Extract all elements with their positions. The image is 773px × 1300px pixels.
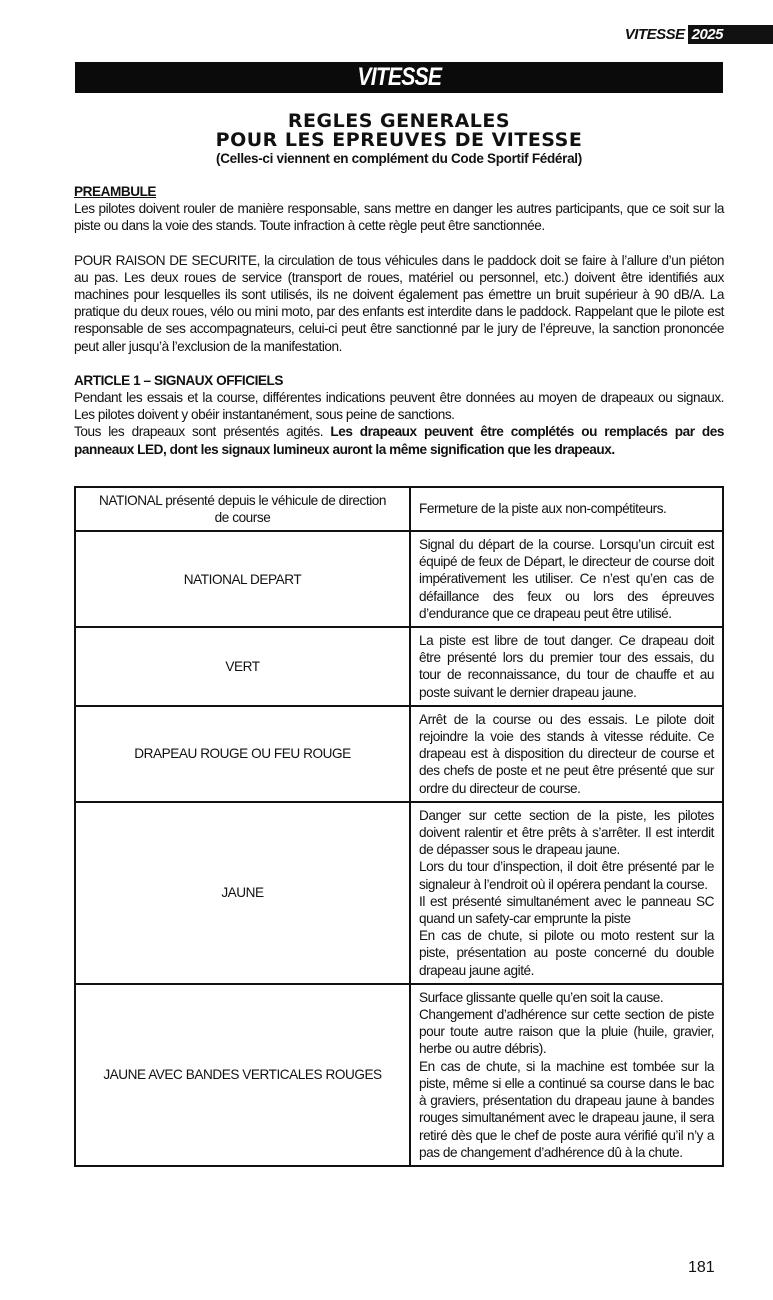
flag-description: Arrêt de la course ou des essais. Le pilote doit rejoindre la voie des stands à vitesse réduite. Ce drapeau est à disposition du directeur de course et des chefs de poste et ne peut être présenté que sur ordre du directeur de course. [410,706,723,802]
section-tag-year: 2025 [688,25,773,44]
flag-name: NATIONAL DEPART [75,531,410,627]
page-title [75,112,723,167]
article1-para-2-plain: Tous les drapeaux sont présentés agités. [74,424,331,440]
flag-name: VERT [75,627,410,706]
flag-name: JAUNE [75,802,410,984]
title-line-2: POUR LES EPREUVES DE VITESSE [215,129,583,151]
flag-row [75,706,723,802]
flags-table [74,486,724,1167]
body-text [74,183,724,458]
flag-row [75,984,723,1166]
flag-description: Surface glissante quelle qu’en soit la cause. Changement d’adhérence sur cette section de piste pour toute autre raison que la pluie (huile, gravier, herbe ou autre débris). En cas de chute, si la machine est tombée sur la piste, même si elle a continué sa course dans le bac à graviers, présentation du drapeau jaune à bandes rouges simultanément avec le drapeau jaune, il sera retiré dès que le chef de poste aura vérifié qu’il n’y a pas de changement d’adhérence dû à la chute. [410,984,723,1166]
title-subtitle: (Celles-ci viennent en complément du Code Sportif Fédéral) [216,151,582,166]
title-line-1: REGLES GENERALES [287,110,511,132]
flag-row [75,802,723,984]
flag-name: NATIONAL présenté depuis le véhicule de direction de course [75,487,410,531]
flag-description: Danger sur cette section de la piste, les pilotes doivent ralentir et être prêts à s’arrêter. Il est interdit de dépasser sous le drapeau jaune. Lors du tour d’inspection, il doit être présenté par le signaleur à l’endroit où il opérera pendant la course. Il est présenté simultanément avec le panneau SC quand un safety-car emprunte la piste En cas de chute, si pilote ou moto restent sur la piste, présentation au poste concerné du double drapeau jaune agité. [410,802,723,984]
section-banner [75,62,723,93]
flag-name: JAUNE AVEC BANDES VERTICALES ROUGES [75,984,410,1166]
flag-row [75,627,723,706]
article1-para-2-bold: Les drapeaux peuvent être complétés ou remplacés par des panneaux LED, dont les signaux lumineux auront la même signification que les drapeaux. [74,424,724,457]
article1-para-2 [74,423,724,457]
page-number: 181 [688,1259,715,1276]
flag-description: Signal du départ de la course. Lorsqu’un circuit est équipé de feux de Départ, le directeur de course doit impérativement les utiliser. Ce n’est qu’en cas de défaillance des feux ou lors des épreuves d’endurance que ce drapeau peut être utilisé. [410,531,723,627]
flag-name: DRAPEAU ROUGE OU FEU ROUGE [75,706,410,802]
flag-row [75,531,723,627]
article1-para-1: Pendant les essais et la course, différentes indications peuvent être données au moyen de drapeaux ou signaux. Les pilotes doivent y obéir instantanément, sous peine de sanctions. [74,390,724,423]
section-tag [625,24,773,44]
flag-row [75,487,723,531]
section-tag-word: VITESSE [624,25,685,43]
preambule-heading: PREAMBULE [74,184,157,199]
article1-heading: ARTICLE 1 – SIGNAUX OFFICIELS [74,372,284,388]
preambule-para-2: POUR RAISON DE SECURITE, la circulation de tous véhicules dans le paddock doit se faire à l’allure d’un piéton au pas. Les deux roues de service (transport de roues, matériel ou personnel, etc.) doivent être identifiés aux machines pour lesquelles ils sont utilisés, ils ne doivent également pas émettre un bruit supérieur à 90 dB/A. La pratique du deux roues, vélo ou mini moto, par des enfants est interdite dans le paddock. Rappelant que le pilote est responsable de ses accompagnateurs, celui-ci peut être sanctionné par le jury de l’épreuve, la sanction prononcée peut aller jusqu’à l’exclusion de la manifestation. [74,252,724,354]
section-banner-title: VITESSE [357,63,441,91]
flag-description: La piste est libre de tout danger. Ce drapeau doit être présenté lors du premier tour des essais, du tour de reconnaissance, du tour de chauffe et au poste suivant le dernier drapeau jaune. [410,627,723,706]
preambule-para-1: Les pilotes doivent rouler de manière responsable, sans mettre en danger les autres participants, que ce soit sur la piste ou dans la voie des stands. Toute infraction à cette règle peut être sanctionnée. [74,201,724,234]
flag-description: Fermeture de la piste aux non-compétiteurs. [410,487,723,531]
